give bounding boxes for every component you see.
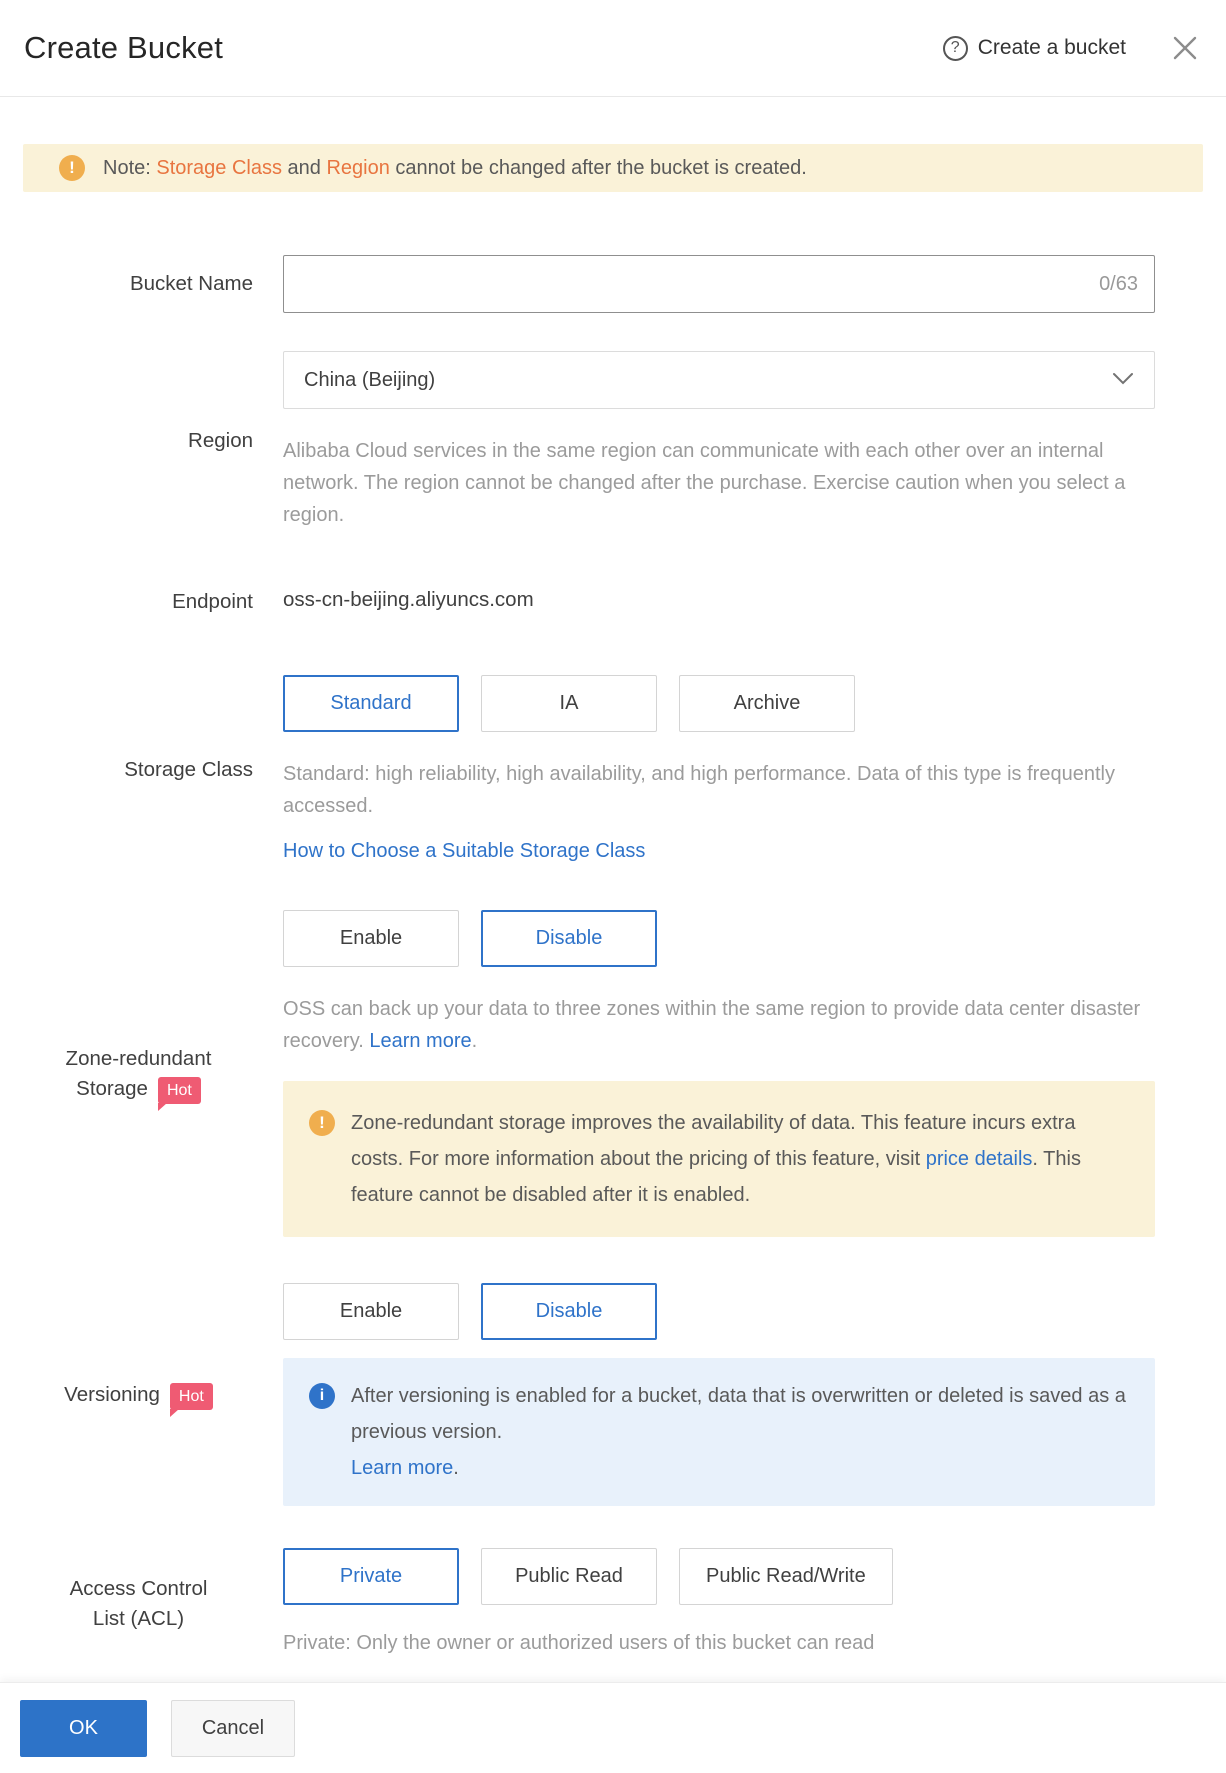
region-selected-value: China (Beijing) <box>304 368 436 391</box>
price-details-link[interactable]: price details <box>925 1148 1033 1170</box>
versioning-info-text: After versioning is enabled for a bucket, data that is overwritten or deleted is saved as a previous version. Learn more. <box>351 1385 1126 1479</box>
bucket-name-counter: 0/63 <box>1099 272 1138 295</box>
versioning-label: Versioning Hot <box>24 1283 253 1506</box>
acl-option-public-read[interactable]: Public Read <box>481 1548 657 1605</box>
versioning-info-box <box>283 1358 1155 1506</box>
storage-class-label: Storage Class <box>124 757 253 781</box>
ok-button[interactable]: OK <box>20 1700 147 1757</box>
zone-redundant-label: Zone-redundant Storage Hot <box>24 910 253 1237</box>
note-text: Note: Storage Class and Region cannot be changed after the bucket is created. <box>103 156 807 179</box>
dialog-body <box>0 97 1226 1682</box>
storage-class-help-link[interactable]: How to Choose a Suitable Storage Class <box>283 840 646 862</box>
bucket-name-row <box>0 255 1226 313</box>
versioning-row <box>0 1283 1226 1506</box>
help-link[interactable] <box>943 36 1126 61</box>
warning-icon: ! <box>59 155 85 181</box>
header-actions <box>943 33 1200 63</box>
acl-option-private[interactable]: Private <box>283 1548 459 1605</box>
zone-redundant-warning-box <box>283 1081 1155 1237</box>
zone-redundant-learn-more-link[interactable]: Learn more <box>369 1030 472 1052</box>
note-banner <box>23 144 1203 192</box>
storage-class-options <box>283 675 1155 732</box>
acl-option-public-read-write[interactable]: Public Read/Write <box>679 1548 893 1605</box>
note-highlight-region: Region <box>326 156 390 179</box>
storage-class-row <box>0 675 1226 864</box>
zone-redundant-description: OSS can back up your data to three zones within the same region to provide data center disaster recovery. Learn more. <box>283 998 1141 1052</box>
endpoint-label: Endpoint <box>172 590 253 613</box>
storage-class-option-archive[interactable]: Archive <box>679 675 855 732</box>
help-link-label: Create a bucket <box>977 36 1126 59</box>
acl-description: Private: Only the owner or authorized users of this bucket can read <box>283 1632 875 1654</box>
endpoint-value: oss-cn-beijing.aliyuncs.com <box>283 588 534 611</box>
hot-badge: Hot <box>170 1383 213 1410</box>
storage-class-description: Standard: high reliability, high availability, and high performance. Data of this type is frequently accessed. <box>283 763 1115 817</box>
storage-class-option-ia[interactable]: IA <box>481 675 657 732</box>
chevron-down-icon <box>1112 369 1134 392</box>
region-row <box>0 351 1226 531</box>
bucket-name-label: Bucket Name <box>129 272 253 295</box>
page-title: Create Bucket <box>24 30 224 65</box>
note-highlight-storage-class: Storage Class <box>156 156 282 179</box>
acl-label: Access Control List (ACL) <box>69 1576 208 1630</box>
region-label: Region <box>188 429 253 452</box>
acl-options <box>283 1548 1155 1605</box>
storage-class-option-standard[interactable]: Standard <box>283 675 459 732</box>
hot-badge: Hot <box>158 1077 201 1104</box>
zone-redundant-option-disable[interactable]: Disable <box>481 910 657 967</box>
versioning-option-enable[interactable]: Enable <box>283 1283 459 1340</box>
warning-icon: ! <box>309 1110 335 1136</box>
acl-row <box>0 1548 1226 1659</box>
dialog-footer <box>0 1682 1226 1773</box>
cancel-button[interactable]: Cancel <box>171 1700 295 1757</box>
close-icon[interactable] <box>1170 33 1200 63</box>
bucket-name-input[interactable] <box>284 256 1099 312</box>
question-mark-icon: ? <box>943 36 968 61</box>
versioning-learn-more-link[interactable]: Learn more <box>351 1457 454 1479</box>
versioning-option-disable[interactable]: Disable <box>481 1283 657 1340</box>
zone-redundant-options <box>283 910 1155 967</box>
info-icon: i <box>309 1383 335 1409</box>
zone-redundant-row <box>0 910 1226 1237</box>
versioning-options <box>283 1283 1155 1340</box>
zone-redundant-warning-text: Zone-redundant storage improves the availability of data. This feature incurs extra costs. For more information about the pricing of this feature, visit price details. This feature cannot be disabled after it is enabled. <box>351 1112 1081 1206</box>
bucket-name-input-wrap <box>283 255 1155 313</box>
zone-redundant-option-enable[interactable]: Enable <box>283 910 459 967</box>
region-description: Alibaba Cloud services in the same region can communicate with each other over an internal network. The region cannot be changed after the purchase. Exercise caution when you select a region. <box>283 440 1126 526</box>
region-select[interactable] <box>283 351 1155 409</box>
endpoint-row <box>0 587 1226 617</box>
dialog-header <box>0 0 1226 97</box>
